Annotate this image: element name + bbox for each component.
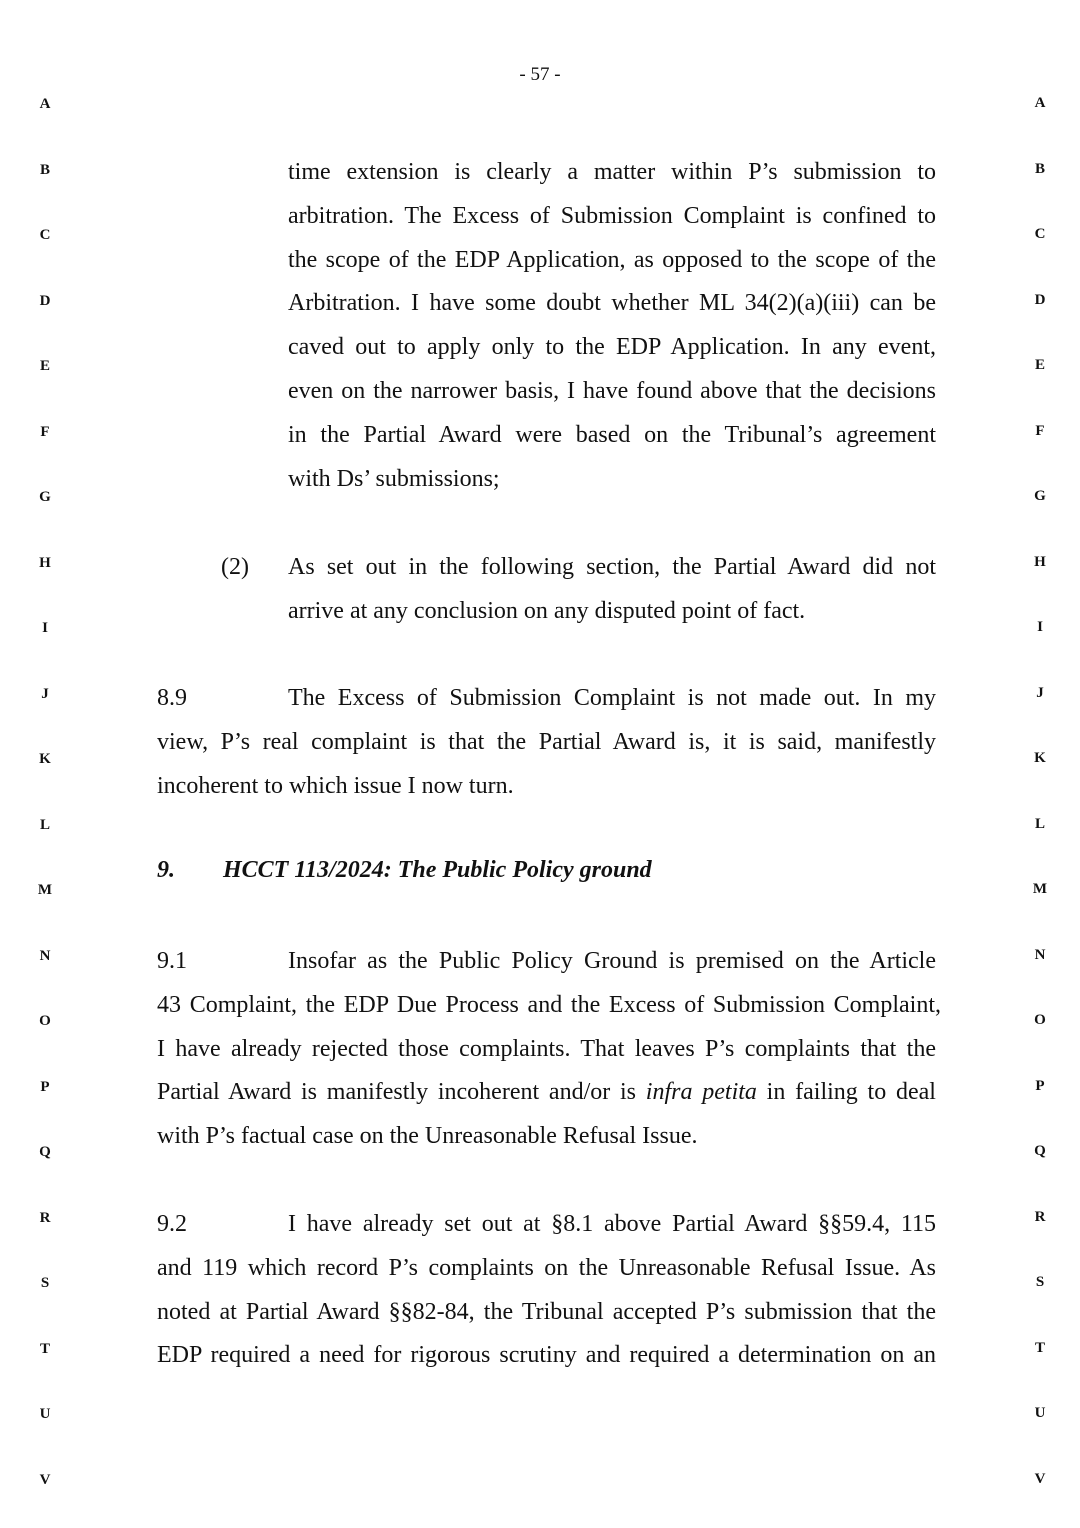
margin-letter: C bbox=[39, 227, 51, 243]
margin-letter: R bbox=[39, 1209, 51, 1226]
margin-letter: A bbox=[39, 96, 51, 112]
latin-term: infra petita bbox=[645, 1079, 757, 1106]
margin-letter: U bbox=[39, 1406, 51, 1422]
text-line: Insofar as the Public Policy Ground is premised on the Article bbox=[288, 948, 936, 974]
text-line: I have already rejected those complaints. That leaves P’s complaints that the bbox=[157, 1035, 936, 1062]
margin-letter: O bbox=[39, 1013, 51, 1029]
margin-letter: P bbox=[1035, 1077, 1045, 1094]
margin-letter: S bbox=[1035, 1274, 1045, 1290]
margin-letter: V bbox=[1034, 1470, 1046, 1487]
text-line: view, P’s real complaint is that the Partial Award is, it is said, manifestly bbox=[157, 728, 936, 755]
text-line: incoherent to which issue I now turn. bbox=[157, 772, 514, 799]
paragraph-number: 9.1 bbox=[157, 948, 187, 974]
margin-letter: I bbox=[42, 620, 48, 636]
text-line: I have already set out at §8.1 above Partial Award §§59.4, 115 bbox=[288, 1211, 936, 1237]
margin-letter: G bbox=[1034, 488, 1046, 504]
margin-letter: Q bbox=[1034, 1143, 1046, 1159]
text-line: the scope of the EDP Application, as opposed to the scope of the bbox=[288, 246, 936, 273]
margin-letter: I bbox=[1037, 619, 1043, 635]
text-line: arrive at any conclusion on any disputed point of fact. bbox=[288, 597, 806, 624]
margin-letter: C bbox=[1034, 226, 1046, 242]
margin-letter: H bbox=[39, 554, 51, 571]
margin-letter: E bbox=[39, 358, 50, 374]
margin-letter: D bbox=[1034, 291, 1046, 308]
margin-letter: D bbox=[39, 292, 51, 309]
section-title: HCCT 113/2024: The Public Policy ground bbox=[223, 857, 652, 883]
margin-letter: K bbox=[39, 751, 51, 767]
margin-letter: M bbox=[1032, 881, 1048, 897]
margin-letter: H bbox=[1034, 553, 1046, 570]
text-line: As set out in the following section, the Partial Award did not bbox=[288, 554, 936, 580]
margin-letter: T bbox=[39, 1340, 50, 1357]
text-line: arbitration. The Excess of Submission Complaint is confined to bbox=[288, 202, 936, 229]
margin-letter: F bbox=[40, 423, 50, 440]
margin-letter: Q bbox=[39, 1144, 51, 1160]
section-number: 9. bbox=[157, 857, 175, 883]
text-line: noted at Partial Award §§82-84, the Tribunal accepted P’s submission that the bbox=[157, 1298, 936, 1325]
margin-letter: P bbox=[40, 1078, 50, 1095]
paragraph-number: 9.2 bbox=[157, 1211, 187, 1237]
margin-letter: E bbox=[1034, 357, 1045, 373]
margin-letter: J bbox=[41, 685, 49, 702]
text-line: and 119 which record P’s complaints on the Unreasonable Refusal Issue. As bbox=[157, 1254, 936, 1281]
text-line: in the Partial Award were based on the Tribunal’s agreement bbox=[288, 421, 936, 448]
text-span: Partial Award is manifestly incoherent and/or is bbox=[157, 1079, 646, 1106]
margin-letter: B bbox=[39, 161, 50, 178]
margin-letter: N bbox=[1034, 946, 1046, 963]
margin-letter: K bbox=[1034, 750, 1046, 766]
margin-letter: B bbox=[1034, 160, 1045, 177]
continued-subparagraph bbox=[288, 151, 936, 501]
text-line: Arbitration. I have some doubt whether ML 34(2)(a)(iii) can be bbox=[288, 290, 936, 317]
text-line: caved out to apply only to the EDP Application. In any event, bbox=[288, 334, 936, 361]
text-span: in failing to deal bbox=[756, 1079, 936, 1106]
margin-letter: A bbox=[1034, 95, 1046, 111]
margin-letter: L bbox=[39, 816, 50, 833]
margin-letter: M bbox=[37, 882, 53, 898]
margin-letter: L bbox=[1034, 815, 1045, 832]
paragraph-number: 8.9 bbox=[157, 685, 187, 711]
text-line bbox=[157, 1071, 936, 1115]
subparagraph-number: (2) bbox=[221, 554, 249, 580]
margin-letter: F bbox=[1035, 422, 1045, 439]
margin-letter: S bbox=[40, 1275, 50, 1291]
margin-letter: J bbox=[1036, 684, 1044, 701]
margin-letter: R bbox=[1034, 1208, 1046, 1225]
text-line: 43 Complaint, the EDP Due Process and the Excess of Submission Complaint, bbox=[157, 991, 941, 1018]
paragraph-9-2 bbox=[157, 1203, 936, 1378]
subparagraph-2 bbox=[288, 546, 936, 634]
text-line: with P’s factual case on the Unreasonable Refusal Issue. bbox=[157, 1123, 698, 1150]
margin-letter: U bbox=[1034, 1405, 1046, 1421]
margin-letter: G bbox=[39, 489, 51, 505]
section-heading bbox=[157, 857, 652, 884]
text-line: time extension is clearly a matter within P’s submission to bbox=[288, 159, 936, 185]
margin-letter: T bbox=[1034, 1339, 1045, 1356]
margin-letter: O bbox=[1034, 1012, 1046, 1028]
text-line: EDP required a need for rigorous scrutiny and required a determination on an bbox=[157, 1342, 936, 1369]
paragraph-8-9 bbox=[157, 677, 936, 808]
page-number: - 57 - bbox=[519, 64, 561, 85]
text-line: even on the narrower basis, I have found above that the decisions bbox=[288, 377, 936, 404]
margin-letter: N bbox=[39, 947, 51, 964]
text-line: The Excess of Submission Complaint is not made out. In my bbox=[288, 685, 936, 711]
margin-letter: V bbox=[39, 1471, 51, 1488]
text-line: with Ds’ submissions; bbox=[288, 465, 500, 492]
paragraph-9-1 bbox=[157, 940, 941, 1159]
